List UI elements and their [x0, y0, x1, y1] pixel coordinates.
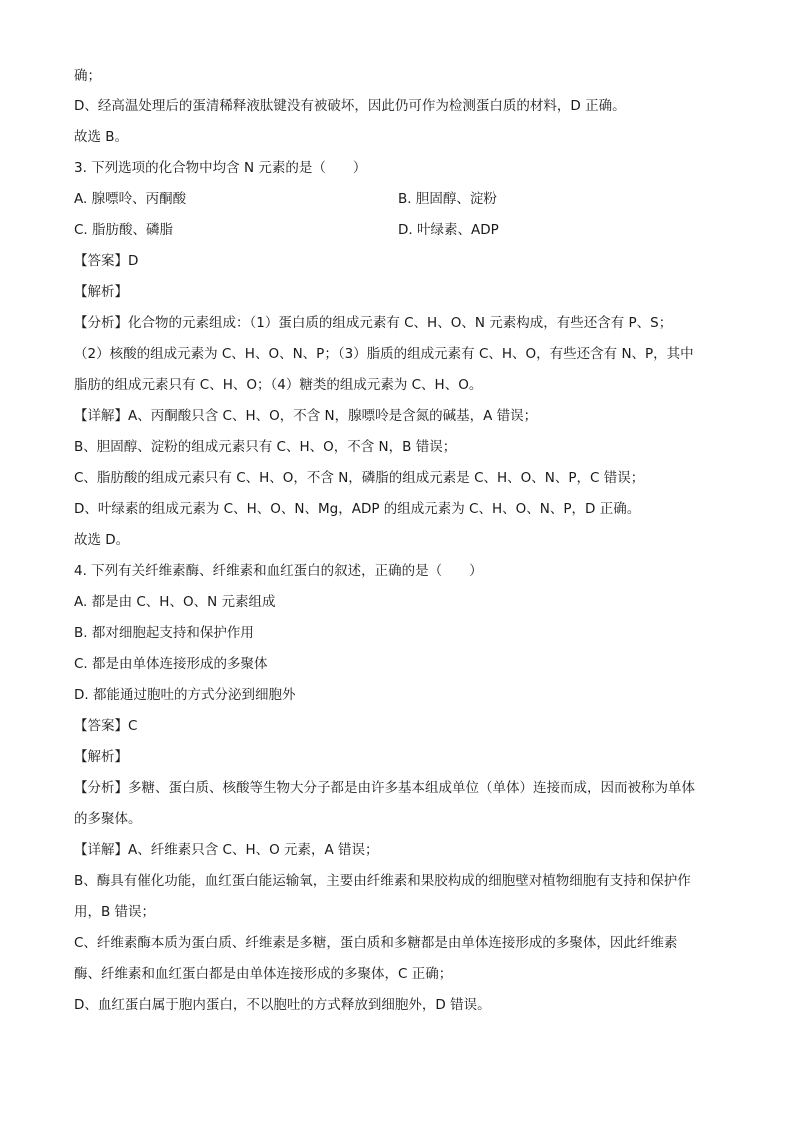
text-line: D、叶绿素的组成元素为 C、H、O、N、Mg，ADP 的组成元素为 C、H、O、N、P，D 正确。: [74, 501, 641, 517]
option-b: B. 胆固醇、淀粉: [398, 191, 497, 207]
text-line: B、胆固醇、淀粉的组成元素只有 C、H、O，不含 N，B 错误；: [74, 439, 457, 455]
text-line: B、酶具有催化功能，血红蛋白能运输氧，主要由纤维素和果胶构成的细胞壁对植物细胞有支持和保护作: [74, 873, 691, 889]
analysis-label: 【解析】: [74, 749, 128, 765]
question-3-stem: 3. 下列选项的化合物中均含 N 元素的是（ ）: [74, 160, 367, 176]
text-line: D、经高温处理后的蛋清稀释液肽键没有被破坏，因此仍可作为检测蛋白质的材料，D 正确。: [74, 98, 626, 114]
analysis-label: 【解析】: [74, 284, 128, 300]
answer-label: 【答案】C: [74, 718, 138, 734]
text-line: C、纤维素酶本质为蛋白质、纤维素是多糖，蛋白质和多糖都是由单体连接形成的多聚体，因此纤维素: [74, 935, 678, 951]
text-line: 故选 B。: [74, 129, 129, 145]
text-line: C、脂肪酸的组成元素只有 C、H、O，不含 N，磷脂的组成元素是 C、H、O、N、P，C 错误；: [74, 470, 645, 486]
text-line: 确；: [74, 68, 101, 84]
text-line: 【分析】化合物的元素组成：（1）蛋白质的组成元素有 C、H、O、N 元素构成，有些还含有 P、S；: [74, 315, 673, 331]
text-line: 【详解】A、纤维素只含 C、H、O 元素，A 错误；: [74, 842, 379, 858]
option-c: C. 都是由单体连接形成的多聚体: [74, 656, 268, 672]
option-d: D. 都能通过胞吐的方式分泌到细胞外: [74, 687, 296, 703]
document-page: [74, 62, 724, 1021]
text-line: 脂肪的组成元素只有 C、H、O；（4）糖类的组成元素为 C、H、O。: [74, 377, 483, 393]
option-a: A. 都是由 C、H、O、N 元素组成: [74, 594, 276, 610]
text-line: 用，B 错误；: [74, 904, 156, 920]
text-line: 【详解】A、丙酮酸只含 C、H、O，不含 N，腺嘌呤是含氮的碱基，A 错误；: [74, 408, 538, 424]
question-3-options-row-2: [74, 215, 724, 246]
question-3-options-row-1: [74, 184, 724, 215]
option-c: C. 脂肪酸、磷脂: [74, 222, 174, 238]
answer-label: 【答案】D: [74, 253, 139, 269]
option-a: A. 腺嘌呤、丙酮酸: [74, 191, 187, 207]
question-4-stem: 4. 下列有关纤维素酶、纤维素和血红蛋白的叙述，正确的是（ ）: [74, 563, 483, 579]
option-d: D. 叶绿素、ADP: [398, 222, 499, 238]
text-line: 的多聚体。: [74, 811, 142, 827]
text-line: 酶、纤维素和血红蛋白都是由单体连接形成的多聚体，C 正确；: [74, 966, 453, 982]
text-line: D、血红蛋白属于胞内蛋白，不以胞吐的方式释放到细胞外，D 错误。: [74, 997, 491, 1013]
text-line: （2）核酸的组成元素为 C、H、O、N、P；（3）脂质的组成元素有 C、H、O，有些还含有 N、P，其中: [74, 346, 694, 362]
text-line: 故选 D。: [74, 532, 130, 548]
option-b: B. 都对细胞起支持和保护作用: [74, 625, 254, 641]
text-line: 【分析】多糖、蛋白质、核酸等生物大分子都是由许多基本组成单位（单体）连接而成，因而被称为单体: [74, 780, 695, 796]
